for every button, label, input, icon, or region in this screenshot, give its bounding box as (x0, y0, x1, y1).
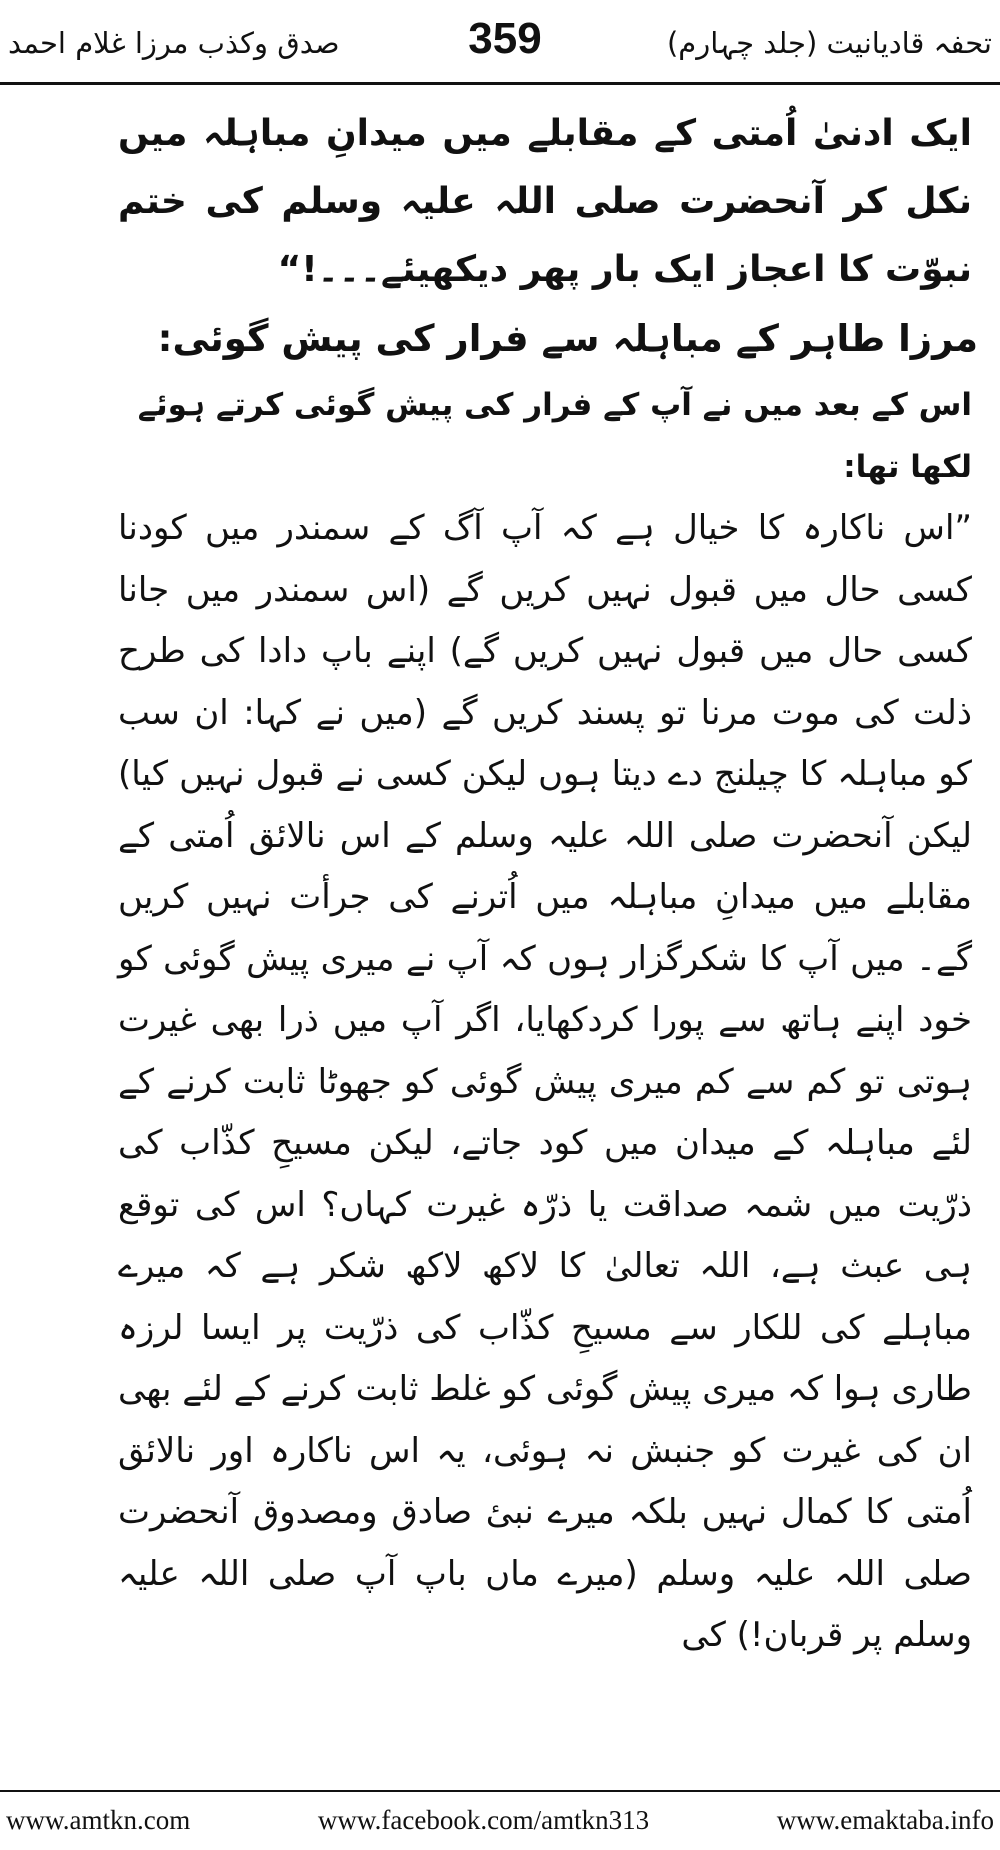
header-divider (0, 82, 1000, 85)
quote-closing-paragraph: ایک ادنیٰ اُمتی کے مقابلے میں میدانِ مباہلہ میں نکل کر آنحضرت صلی اللہ علیہ وسلم کی ختم نبوّت کا اعجاز ایک بار پھر دیکھیئے۔۔۔!“ (118, 113, 972, 290)
header-section-title: صدق وکذب مرزا غلام احمد (8, 26, 340, 60)
section-heading: مرزا طاہر کے مباہلہ سے فرار کی پیش گوئی: (157, 317, 978, 360)
footer-link-amtkn[interactable]: www.amtkn.com (6, 1804, 191, 1835)
footer-link-facebook[interactable]: www.facebook.com/amtkn313 (317, 1804, 650, 1835)
page-body (118, 100, 978, 1667)
footer-link-emaktaba[interactable]: www.emaktaba.info (776, 1804, 994, 1835)
footer-divider (0, 1790, 1000, 1792)
intro-line: اس کے بعد میں نے آپ کے فرار کی پیش گوئی کرتے ہوئے لکھا تھا: (137, 387, 972, 485)
page-header (0, 0, 1000, 90)
body-paragraph: ”اس ناکارہ کا خیال ہے کہ آپ آگ کے سمندر میں کودنا کسی حال میں قبول نہیں کریں گے (اس سمندر میں جانا کسی حال میں قبول نہیں کریں گے) اپنے باپ دادا کی طرح ذلت کی موت مرنا تو پسند کریں گے (میں نے کہا: ان سب کو مباہلہ کا چیلنج دے دیتا ہوں لیکن کسی نے قبول نہیں کیا) لیکن آنحضرت صلی اللہ علیہ وسلم کے اس نالائق اُمتی کے مقابلے میں میدانِ مباہلہ میں اُترنے کی جرأت نہیں کریں گے۔ میں آپ کا شکرگزار ہوں کہ آپ نے میری پیش گوئی کو خود اپنے ہاتھ سے پورا کردکھایا، اگر آپ میں ذرا بھی غیرت ہوتی تو کم سے کم میری پیش گوئی کو جھوٹا ثابت کرنے کے لئے مباہلہ کے میدان میں کود جاتے، لیکن مسیحِ کذّاب کی ذرّیت میں شمہ صداقت یا ذرّہ غیرت کہاں؟ اس کی توقع ہی عبث ہے، اللہ تعالیٰ کا لاکھ لاکھ شکر ہے کہ میرے مباہلے کی للکار سے مسیحِ کذّاب کی ذرّیت پر ایسا لرزہ طاری ہوا کہ میری پیش گوئی کو غلط ثابت کرنے کے لئے بھی ان کی غیرت کو جنبش نہ ہوئی، یہ اس ناکارہ اور نالائق اُمتی کا کمال نہیں بلکہ میرے نبیٔ صادق ومصدوق آنحضرت صلی اللہ علیہ وسلم (میرے ماں باپ آپ صلی اللہ علیہ وسلم پر قربان!) کی (118, 508, 972, 1655)
page-footer (6, 1800, 994, 1840)
header-book-title: تحفہ قادیانیت (جلد چہارم) (666, 26, 992, 60)
page-number: 359 (468, 14, 542, 63)
